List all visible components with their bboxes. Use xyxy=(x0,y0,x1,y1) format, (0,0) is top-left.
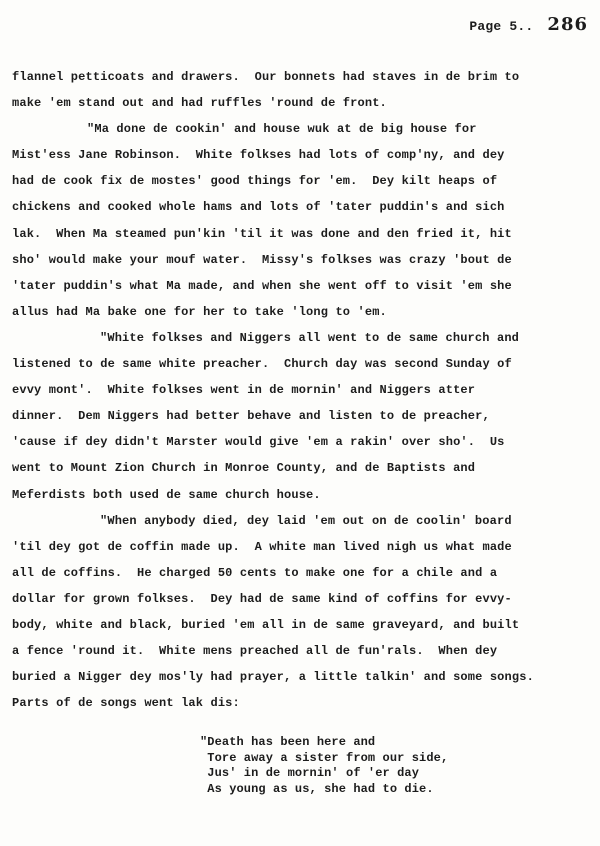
text-line: make 'em stand out and had ruffles 'round de front. xyxy=(12,96,387,111)
verse-line: As young as us, she had to die. xyxy=(200,781,434,796)
text-line: flannel petticoats and drawers. Our bonnets had staves in de brim to xyxy=(12,70,520,84)
text-line: sho' would make your mouf water. Missy's folkses was crazy 'bout de xyxy=(12,252,512,267)
text-line: dollar for grown folkses. Dey had de same kind of coffins for evvy- xyxy=(12,591,512,606)
verse-line: Jus' in de mornin' of 'er day xyxy=(200,766,420,780)
paragraph-start-line: "When anybody died, dey laid 'em out on de coolin' board xyxy=(100,513,512,528)
paragraph-start-line: "White folkses and Niggers all went to de same church and xyxy=(100,330,520,345)
page-number: 286 xyxy=(547,14,588,35)
text-line: Parts of de songs went lak dis: xyxy=(12,696,240,711)
text-line: Mist'ess Jane Robinson. White folkses had lots of comp'ny, and dey xyxy=(12,148,505,163)
text-line: lak. When Ma steamed pun'kin 'til it was done and den fried it, hit xyxy=(12,226,512,241)
verse-line: Tore away a sister from our side, xyxy=(200,750,449,765)
text-line: had de cook fix de mostes' good things for 'em. Dey kilt heaps of xyxy=(12,174,498,189)
text-line: evvy mont'. White folkses went in de mornin' and Niggers atter xyxy=(12,383,476,398)
text-line: went to Mount Zion Church in Monroe County, and de Baptists and xyxy=(12,461,476,476)
text-line: listened to de same white preacher. Church day was second Sunday of xyxy=(12,357,512,372)
paragraph-start-line: "Ma done de cookin' and house wuk at de big house for xyxy=(87,122,477,137)
text-line: body, white and black, buried 'em all in de same graveyard, and built xyxy=(12,617,520,632)
text-line: dinner. Dem Niggers had better behave and listen to de preacher, xyxy=(12,409,490,424)
song-verse xyxy=(200,735,580,797)
text-line: all de coffins. He charged 50 cents to make one for a chile and a xyxy=(12,565,498,580)
text-line: allus had Ma bake one for her to take 'long to 'em. xyxy=(12,304,387,319)
text-line: 'tater puddin's what Ma made, and when she went off to visit 'em she xyxy=(12,278,512,293)
page-header xyxy=(469,14,588,35)
text-line: 'til dey got de coffin made up. A white man lived nigh us what made xyxy=(12,539,512,554)
text-line: Meferdists both used de same church house. xyxy=(12,487,321,502)
transcript-body xyxy=(12,64,582,716)
text-line: a fence 'round it. White mens preached all de fun'rals. When dey xyxy=(12,644,498,659)
verse-line: "Death has been here and xyxy=(200,735,376,749)
text-line: buried a Nigger dey mos'ly had prayer, a little talkin' and some songs. xyxy=(12,670,534,685)
page-label: Page 5.. xyxy=(469,19,534,34)
text-line: chickens and cooked whole hams and lots of 'tater puddin's and sich xyxy=(12,200,505,215)
text-line: 'cause if dey didn't Marster would give 'em a rakin' over sho'. Us xyxy=(12,435,505,450)
